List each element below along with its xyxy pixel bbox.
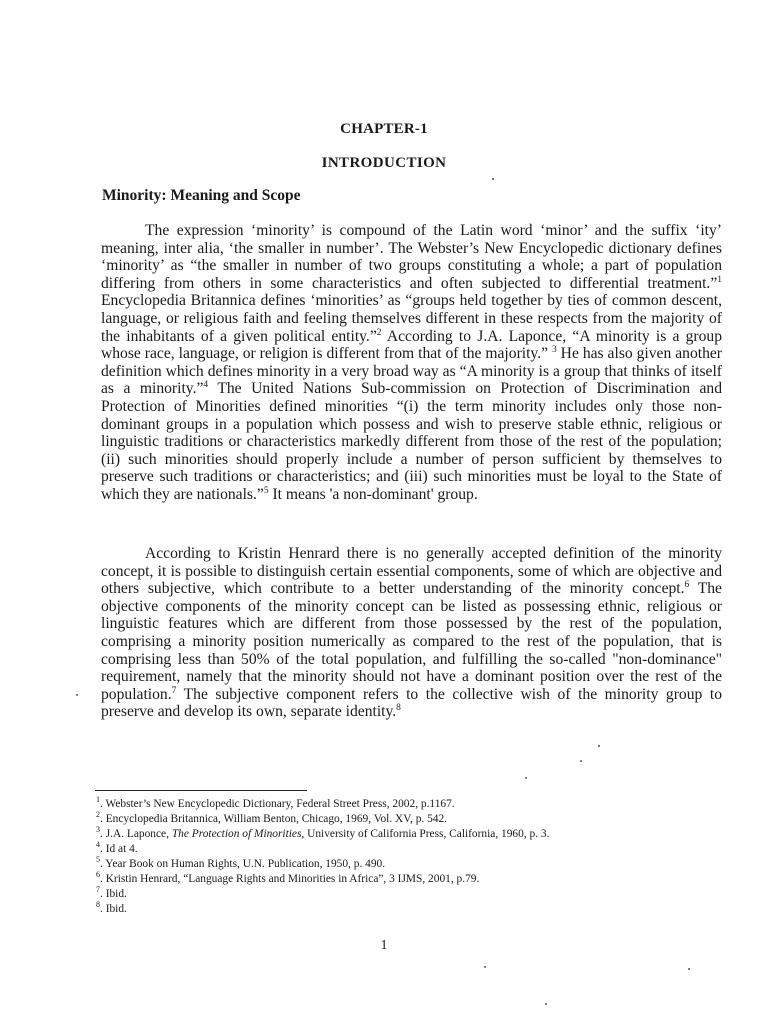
text-run: The United Nations Sub-commission on Protection of Discrimination and Protection of Minorities defined minorities “(i) the term minority includes only those non-dominant groups in a population which possess and wish to preserve stable ethnic, religious or linguistic traditions or characteristics markedly different from those of the rest of the population; (ii) such minorities should properly include a number of person sufficient by themselves to preserve such traditions or characteristics; and (iii) such minorities must be loyal to the State of which they are nationals.” <box>101 380 722 503</box>
footnote-book-title: The Protection of Minorities <box>171 828 302 840</box>
footnote-number: 4 <box>96 840 100 850</box>
text-run: It means 'a non-dominant' group. <box>268 485 478 503</box>
footnote-3 <box>96 827 716 842</box>
scan-speck <box>484 966 486 968</box>
footnote-text: . Encyclopedia Britannica, William Benton, Chicago, 1969, Vol. XV, p. 542. <box>100 813 448 825</box>
footnote-ref-7[interactable]: 7 <box>171 685 177 696</box>
footnote-number: 6 <box>96 870 100 880</box>
footnote-6 <box>96 872 716 887</box>
text-run: He has also given another definition which defines minority in a very broad way as “A minority is a group that thinks of itself as a minority.” <box>101 345 722 398</box>
footnote-text: , University of California Press, California, 1960, p. 3. <box>301 828 550 840</box>
footnote-ref-5[interactable]: 5 <box>263 485 269 496</box>
scan-speck <box>598 745 600 747</box>
paragraph-minority-definition <box>101 222 722 504</box>
page-number: 1 <box>380 938 388 953</box>
footnote-text: . Kristin Henrard, “Language Rights and Minorities in Africa”, 3 IJMS, 2001, p.79. <box>100 873 480 885</box>
scan-speck <box>688 968 690 970</box>
footnote-number: 7 <box>96 885 100 895</box>
footnote-7 <box>96 887 716 902</box>
footnote-text: . Id at 4. <box>100 843 138 855</box>
scan-speck <box>76 694 78 696</box>
text-run: Encyclopedia Britannica defines ‘minorities’ as “groups held together by ties of common descent, language, or religious faith and feeling themselves different in these respects from the majority of the inhabitants of a given political entity.” <box>101 292 722 345</box>
footnote-ref-4[interactable]: 4 <box>203 380 209 391</box>
text-run: The objective components of the minority concept can be listed as possessing ethnic, religious or linguistic features which are different from those possessed by the rest of the population, comprising a minority position numerically as compared to the rest of the population, that is comprising less than 50% of the total population, and fulfilling the so-called "non-dominance" requirement, namely that the minority should not have a dominant position over the rest of the population. <box>101 580 722 703</box>
footnote-number: 5 <box>96 855 100 865</box>
text-run: According to J.A. Laponce, “A minority is a group whose race, language, or religion is different from that of the majority.” <box>101 327 722 363</box>
text-run: The expression ‘minority’ is compound of the Latin word ‘minor’ and the suffix ‘ity’ meaning, inter alia, ‘the smaller in number’. The Webster’s New Encyclopedic dictionary defines ‘minority’ as “the smaller in number of two groups constituting a whole; a part of population differing from others in some characteristics and often subjected to differential treatment.” <box>101 222 722 292</box>
text-run: The subjective component refers to the collective wish of the minority group to preserve and develop its own, separate identity. <box>101 685 722 721</box>
footnote-ref-6[interactable]: 6 <box>684 580 690 590</box>
text-run: According to Kristin Henrard there is no generally accepted definition of the minority concept, it is possible to distinguish certain essential components, some of which are objective and others subjective, which contribute to a better understanding of the minority concept. <box>101 545 722 598</box>
footnotes <box>96 797 716 917</box>
paragraph-henrard <box>101 545 722 721</box>
chapter-label: CHAPTER-1 <box>340 121 428 137</box>
footnote-2 <box>96 812 716 827</box>
scan-speck <box>545 1003 547 1005</box>
footnote-number: 2 <box>96 810 100 820</box>
footnote-number: 8 <box>96 900 100 910</box>
footnote-1 <box>96 797 716 812</box>
footnote-ref-2[interactable]: 2 <box>376 327 382 338</box>
scan-speck <box>525 777 527 779</box>
footnote-8 <box>96 902 716 917</box>
footnote-ref-3[interactable]: 3 <box>551 344 557 355</box>
footnote-divider <box>95 790 307 791</box>
footnote-number: 3 <box>96 825 100 835</box>
section-heading: Minority: Meaning and Scope <box>102 187 301 204</box>
footnote-text: . Ibid. <box>100 888 127 900</box>
scan-speck <box>492 178 494 180</box>
footnote-number: 1 <box>96 795 100 805</box>
footnote-text: . J.A. Laponce, <box>100 828 172 840</box>
page-title: INTRODUCTION <box>321 155 447 171</box>
footnote-ref-8[interactable]: 8 <box>396 703 401 714</box>
footnote-4 <box>96 842 716 857</box>
footnote-ref-1[interactable]: 1 <box>717 274 722 285</box>
footnote-text: . Year Book on Human Rights, U.N. Publication, 1950, p. 490. <box>100 858 386 870</box>
footnote-5 <box>96 857 716 872</box>
footnote-text: . Webster’s New Encyclopedic Dictionary, Federal Street Press, 2002, p.1167. <box>100 798 455 810</box>
footnote-text: . Ibid. <box>100 903 127 915</box>
scan-speck <box>580 760 582 762</box>
